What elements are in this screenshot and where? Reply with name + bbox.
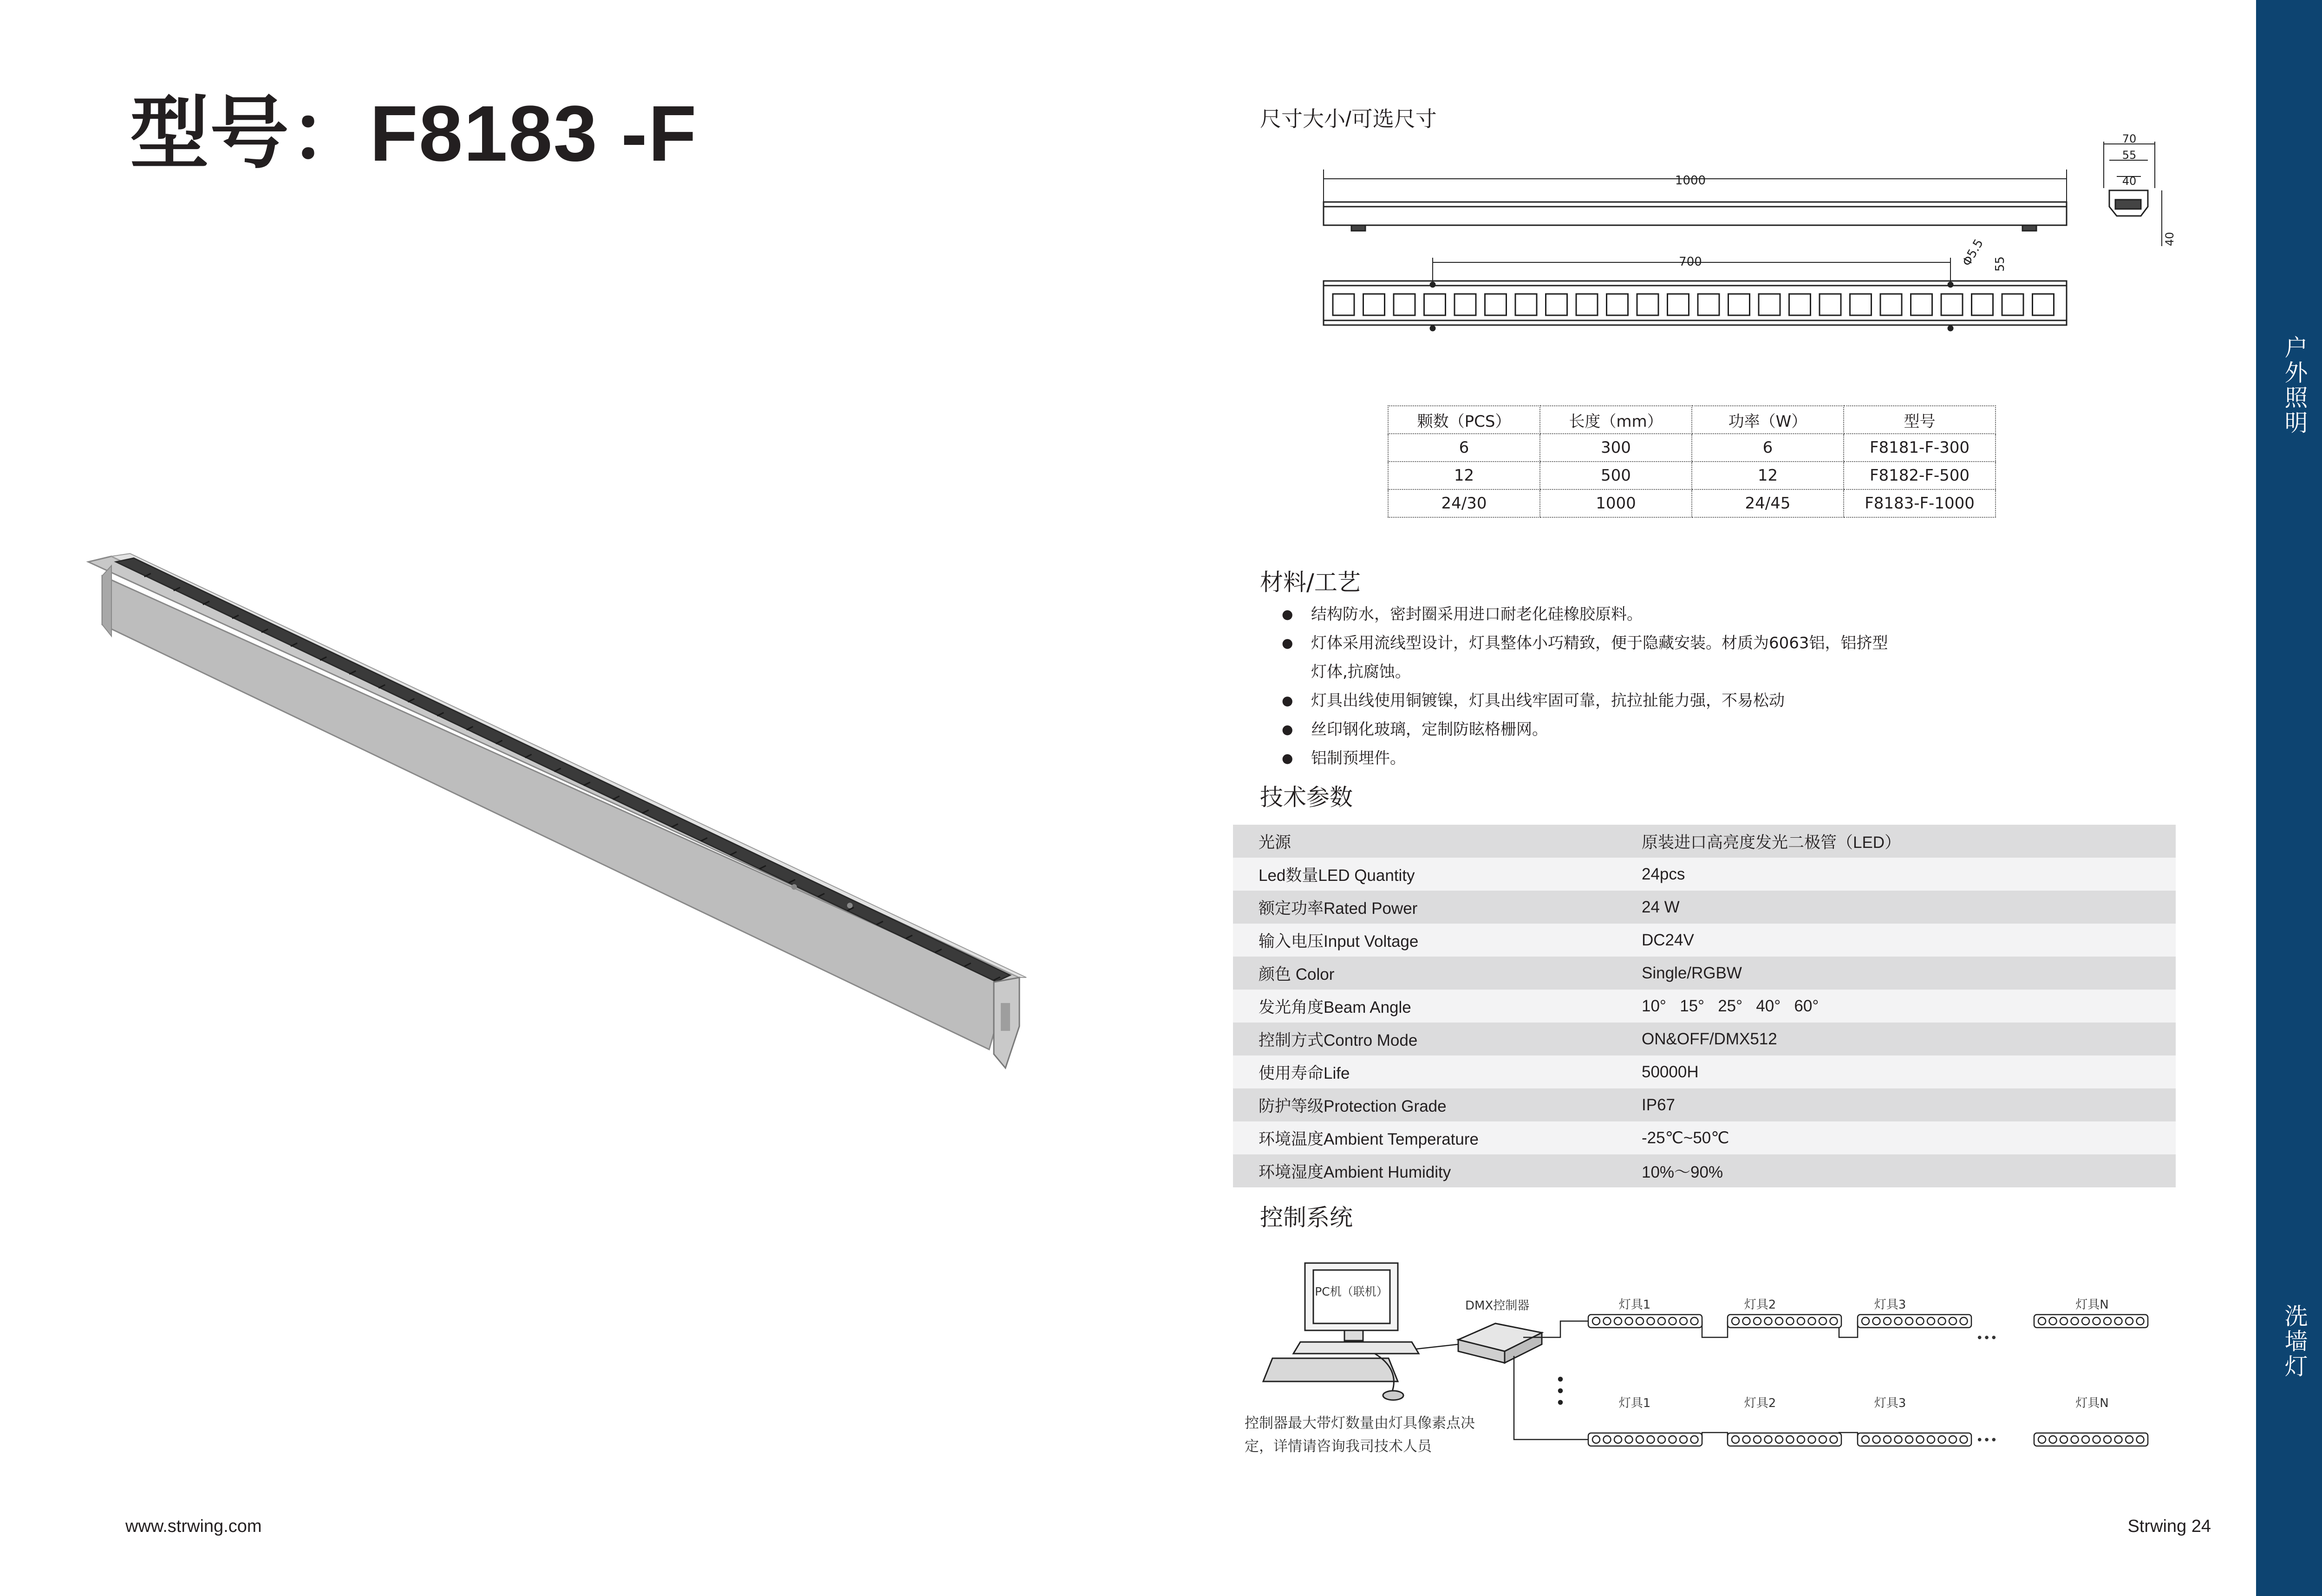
ellipsis: ••• xyxy=(1976,1433,1998,1447)
lamp-led xyxy=(1765,1436,1772,1443)
table-row xyxy=(1233,1154,2176,1187)
led-cell xyxy=(1607,294,1628,315)
cell: 6 xyxy=(1388,434,1540,462)
led-cell xyxy=(1972,294,1993,315)
sidebar-product-type: 洗 墙 灯 xyxy=(2284,1303,2308,1380)
lamp-led xyxy=(2126,1436,2133,1443)
spec-value: -25℃~50℃ xyxy=(1616,1121,2176,1154)
led-cell xyxy=(1576,294,1598,315)
lamp-label: 灯具2 xyxy=(1744,1396,1776,1410)
bullet: ● xyxy=(1282,693,1293,708)
lamp-led xyxy=(1797,1317,1805,1325)
lamp-led xyxy=(2082,1436,2089,1443)
lamp-led xyxy=(1830,1436,1838,1443)
lamp-led xyxy=(1732,1317,1739,1325)
model-table-header xyxy=(1388,406,1996,434)
lamp-led xyxy=(2049,1436,2057,1443)
table-row xyxy=(1233,891,2176,924)
lamp-led xyxy=(1787,1436,1794,1443)
lamp-led xyxy=(2082,1317,2089,1325)
lamp-led xyxy=(2115,1317,2122,1325)
spec-value: 50000H xyxy=(1616,1055,2176,1088)
cell: F8182-F-500 xyxy=(1844,462,1996,489)
lamp-led xyxy=(1680,1317,1687,1325)
led-cell xyxy=(1911,294,1932,315)
table-row xyxy=(1233,924,2176,957)
spec-key: 环境温度Ambient Temperature xyxy=(1233,1121,1616,1154)
led-cell xyxy=(1546,294,1567,315)
spec-key: Led数量LED Quantity xyxy=(1233,858,1616,891)
list-item: ● 结构防水，密封圈采用进口耐老化硅橡胶原料。 xyxy=(1282,600,1896,629)
spec-value: Single/RGBW xyxy=(1616,957,2176,990)
lamp-led xyxy=(1960,1436,1968,1443)
lamp-led xyxy=(1614,1436,1622,1443)
lamp-led xyxy=(1830,1317,1838,1325)
lamp-led xyxy=(1592,1436,1600,1443)
lamp-led xyxy=(1917,1436,1924,1443)
table-row xyxy=(1233,1121,2176,1154)
lamp-led xyxy=(2038,1317,2046,1325)
materials-list xyxy=(1282,600,1896,773)
lamp-led xyxy=(1625,1436,1633,1443)
table-row xyxy=(1388,462,1996,489)
table-row xyxy=(1233,1023,2176,1055)
led-cell xyxy=(1515,294,1537,315)
led-cell xyxy=(1850,294,1872,315)
tech-heading: 技术参数 xyxy=(1260,784,1353,811)
lamp-label: 灯具1 xyxy=(1618,1396,1651,1410)
materials-heading: 材料/工艺 xyxy=(1260,569,1361,596)
spec-value: 10° 15° 25° 40° 60° xyxy=(1616,990,2176,1023)
lamp-led xyxy=(1938,1436,1946,1443)
led-cell xyxy=(1455,294,1476,315)
lamp-led xyxy=(1614,1317,1622,1325)
lamp-led xyxy=(1862,1317,1869,1325)
dimension-drawing xyxy=(1310,132,2183,346)
lamp-led xyxy=(1819,1436,1826,1443)
lamp-led xyxy=(1927,1436,1935,1443)
lamp-led xyxy=(1819,1317,1826,1325)
led-cell xyxy=(1637,294,1658,315)
list-item: ● 灯体采用流线型设计，灯具整体小巧精致，便于隐藏安装。材质为6063铝，铝挤型灯体,抗腐蚀。 xyxy=(1282,629,1896,686)
led-cell xyxy=(1424,294,1446,315)
led-cell xyxy=(2033,294,2054,315)
cell: 500 xyxy=(1540,462,1692,489)
bullet: ● xyxy=(1282,750,1293,766)
sidebar xyxy=(2256,0,2322,1596)
bullet: ● xyxy=(1282,606,1293,622)
list-item: ● 丝印钢化玻璃，定制防眩格栅网。 xyxy=(1282,715,1896,744)
lamp-led xyxy=(2038,1436,2046,1443)
footer-page: Strwing 24 xyxy=(2127,1517,2211,1536)
lamp-label: 灯具3 xyxy=(1874,1298,1906,1312)
lamp-led xyxy=(1927,1317,1935,1325)
led-cell xyxy=(1698,294,1719,315)
led-cell xyxy=(1394,294,1415,315)
led-cell xyxy=(1941,294,1963,315)
ellipsis: ••• xyxy=(1976,1331,1998,1345)
spec-key: 控制方式Contro Mode xyxy=(1233,1023,1616,1055)
lamp-led xyxy=(1808,1436,1816,1443)
spec-key: 发光角度Beam Angle xyxy=(1233,990,1616,1023)
lamp-led xyxy=(1647,1317,1655,1325)
lamp-led xyxy=(1691,1317,1698,1325)
header-pcs: 颗数（PCS） xyxy=(1388,406,1540,434)
lamp-led xyxy=(1873,1436,1880,1443)
model-table xyxy=(1388,405,1996,518)
lamp-led xyxy=(1604,1436,1611,1443)
lamp-led xyxy=(2060,1436,2068,1443)
led-cell xyxy=(1789,294,1811,315)
table-row xyxy=(1233,957,2176,990)
lamp-row-1 xyxy=(1588,1315,2148,1328)
lamp-led xyxy=(2049,1317,2057,1325)
lamp-led xyxy=(1669,1436,1676,1443)
spec-key: 输入电压Input Voltage xyxy=(1233,924,1616,957)
lamp-led xyxy=(1895,1317,1902,1325)
lamp-led xyxy=(2104,1436,2111,1443)
lamp-led xyxy=(1775,1436,1783,1443)
table-row xyxy=(1233,1088,2176,1121)
dim-hole: Φ5.5 xyxy=(1960,236,1986,269)
header-model: 型号 xyxy=(1844,406,1996,434)
spec-key: 额定功率Rated Power xyxy=(1233,891,1616,924)
lamp-led xyxy=(1873,1317,1880,1325)
spec-key: 使用寿命Life xyxy=(1233,1055,1616,1088)
dim-700: 700 xyxy=(1679,255,1702,269)
led-cell xyxy=(1759,294,1780,315)
product-image xyxy=(84,543,1031,1082)
dim-55: 55 xyxy=(2122,149,2137,162)
lamp-led xyxy=(2137,1436,2144,1443)
lamp-led xyxy=(1647,1436,1655,1443)
sidebar-category: 户 外 照 明 xyxy=(2284,334,2308,436)
dim-40-vert: 40 xyxy=(2163,232,2176,246)
led-cell xyxy=(1485,294,1507,315)
dimensions-heading: 尺寸大小/可选尺寸 xyxy=(1260,107,1437,131)
lamp-led xyxy=(1797,1436,1805,1443)
pc-label: PC机（联机） xyxy=(1315,1285,1388,1298)
spec-value: ON&OFF/DMX512 xyxy=(1616,1023,2176,1055)
lamp-led xyxy=(2115,1436,2122,1443)
control-heading: 控制系统 xyxy=(1260,1204,1353,1231)
lamp-led xyxy=(2071,1317,2079,1325)
top-view-cells xyxy=(1333,294,2054,315)
led-cell xyxy=(1668,294,1689,315)
lamp-label: 灯具1 xyxy=(1618,1298,1651,1312)
led-cell xyxy=(2002,294,2023,315)
spec-value: 原装进口高亮度发光二极管（LED） xyxy=(1616,825,2176,858)
cell: 12 xyxy=(1692,462,1844,489)
bullet: ● xyxy=(1282,635,1293,651)
lamp-led xyxy=(1917,1317,1924,1325)
lamp-label: 灯具N xyxy=(2075,1298,2109,1312)
dim-70: 70 xyxy=(2122,132,2137,145)
led-cell xyxy=(1363,294,1385,315)
spec-value: DC24V xyxy=(1616,924,2176,957)
lamp-label: 灯具N xyxy=(2075,1396,2109,1410)
lamp-led xyxy=(1949,1317,1957,1325)
lamp-led xyxy=(1862,1436,1869,1443)
list-item: ● 灯具出线使用铜镀镍，灯具出线牢固可靠，抗拉扯能力强，不易松动 xyxy=(1282,686,1896,715)
cell: 300 xyxy=(1540,434,1692,462)
lamp-led xyxy=(1905,1317,1913,1325)
lamp-led xyxy=(1808,1317,1816,1325)
lamp-led xyxy=(1743,1436,1750,1443)
lamp-led xyxy=(1743,1317,1750,1325)
cell: F8181-F-300 xyxy=(1844,434,1996,462)
lamp-led xyxy=(1636,1436,1644,1443)
spec-key: 光源 xyxy=(1233,825,1616,858)
lamp-led xyxy=(1754,1436,1761,1443)
lamp-led xyxy=(1658,1436,1665,1443)
lamp-led xyxy=(1732,1436,1739,1443)
lamp-led xyxy=(1636,1317,1644,1325)
bullet: ● xyxy=(1282,722,1293,737)
lamp-led xyxy=(1592,1317,1600,1325)
cell: 12 xyxy=(1388,462,1540,489)
spec-value: IP67 xyxy=(1616,1088,2176,1121)
lamp-led xyxy=(1960,1317,1968,1325)
list-item: ● 铝制预埋件。 xyxy=(1282,744,1896,773)
control-note: 控制器最大带灯数量由灯具像素点决 定，详情请咨询我司技术人员 xyxy=(1245,1415,1475,1455)
table-row xyxy=(1233,990,2176,1023)
dmx-label: DMX控制器 xyxy=(1465,1299,1530,1313)
lamp-led xyxy=(1754,1317,1761,1325)
cell: 1000 xyxy=(1540,489,1692,517)
lamp-led xyxy=(1895,1436,1902,1443)
lamp-led xyxy=(2126,1317,2133,1325)
lamp-led xyxy=(1765,1317,1772,1325)
spec-key: 颜色 Color xyxy=(1233,957,1616,990)
lamp-led xyxy=(1905,1436,1913,1443)
table-row xyxy=(1388,489,1996,517)
table-row xyxy=(1233,1055,2176,1088)
lamp-led xyxy=(2093,1317,2100,1325)
pc-icon xyxy=(1263,1263,1419,1400)
lamp-led xyxy=(1938,1317,1946,1325)
page-title: 型号：F8183 -F xyxy=(130,90,698,178)
dim-1000: 1000 xyxy=(1675,174,1706,188)
lamp-led xyxy=(1658,1317,1665,1325)
led-cell xyxy=(1820,294,1841,315)
lamp-label: 灯具3 xyxy=(1874,1396,1906,1410)
lamp-led xyxy=(1625,1317,1633,1325)
lamp-led xyxy=(1949,1436,1957,1443)
led-cell xyxy=(1880,294,1902,315)
cell: 24/30 xyxy=(1388,489,1540,517)
dim-40: 40 xyxy=(2122,175,2137,188)
lamp-led xyxy=(1604,1317,1611,1325)
lamp-row-2 xyxy=(1588,1433,2148,1446)
lamp-led xyxy=(2071,1436,2079,1443)
lamp-led xyxy=(1775,1317,1783,1325)
table-row xyxy=(1388,434,1996,462)
table-row xyxy=(1233,858,2176,891)
lamp-led xyxy=(2060,1317,2068,1325)
spec-value: 10%～90% xyxy=(1616,1154,2176,1187)
footer-website: www.strwing.com xyxy=(125,1517,262,1536)
lamp-led xyxy=(1787,1317,1794,1325)
fixture-body xyxy=(88,554,1026,1068)
lamp-led xyxy=(1669,1317,1676,1325)
spec-value: 24 W xyxy=(1616,891,2176,924)
lamp-led xyxy=(2137,1317,2144,1325)
spec-table xyxy=(1233,825,2176,1187)
lamp-led xyxy=(1884,1317,1891,1325)
cell: 6 xyxy=(1692,434,1844,462)
dmx-controller-icon xyxy=(1458,1323,1542,1363)
cell: F8183-F-1000 xyxy=(1844,489,1996,517)
lamp-led xyxy=(2093,1436,2100,1443)
lamp-label: 灯具2 xyxy=(1744,1298,1776,1312)
header-power: 功率（W） xyxy=(1692,406,1844,434)
dim-55-vert: 55 xyxy=(1993,256,2007,272)
spec-value: 24pcs xyxy=(1616,858,2176,891)
spec-key: 环境湿度Ambient Humidity xyxy=(1233,1154,1616,1187)
led-cell xyxy=(1728,294,1750,315)
led-cell xyxy=(1333,294,1354,315)
lamp-led xyxy=(2104,1317,2111,1325)
lamp-led xyxy=(1680,1436,1687,1443)
spec-key: 防护等级Protection Grade xyxy=(1233,1088,1616,1121)
cell: 24/45 xyxy=(1692,489,1844,517)
lamp-led xyxy=(1884,1436,1891,1443)
table-row xyxy=(1233,825,2176,858)
lamp-led xyxy=(1691,1436,1698,1443)
header-length: 长度（mm） xyxy=(1540,406,1692,434)
